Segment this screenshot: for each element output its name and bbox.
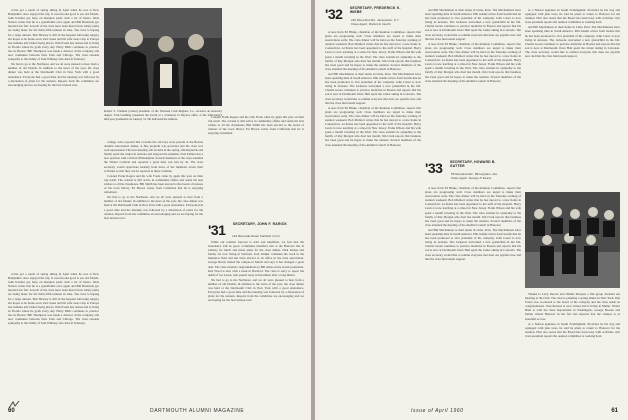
class-year-32: '32 [325, 6, 343, 22]
right-running-head: Issue of April 1960 [411, 408, 464, 414]
right-column-1 [325, 30, 421, 398]
left-column-1-lower-text: wa'tie got a touch of spring skiing in April when he was at New Hampshire. Also enjoyed the trip. It was fun and good to see old friends. John Kramer got busy on Reunion plans with a lot of letters. Dick Nelson writes that he is a grandfather once again and Bill Bernstein got married last fall. Several of the class have been heard from. Many plans are being made for the thirty-fifth reunion in June. The class is hoping for a large turnout. Bob Hawley is still in the hospital following surgery but hopes to be home soon. Pete Jones and his wife took a trip to Europe last summer and visited many places. Walt Evans has retired and is living in Florida where he golfs every day. Harry Mills continues to practice law in Boston. Bill Thompson was made a director of his company and now commutes between New York and Chicago. The class extends sympathy to the family of Sam Whitney who died in February. [8, 272, 99, 326]
left-column-3-lower [208, 240, 304, 398]
group-photo [525, 192, 620, 288]
class-heading-32 [325, 6, 421, 26]
left-column-2 [104, 140, 203, 398]
left-column-1-lower [8, 272, 99, 398]
right-column-2-upper [425, 8, 521, 158]
graduation-photo-image [104, 8, 222, 106]
right-column-2-lower-text-b: and Bill MacKinnon at their home in Lima, Peru. The MacKinnons have been spending time in South America. Phil Adams writes from Seattle that he has been promoted to vice president of his company. John Carter is now living in Arizona. The Jacksons welcomed a new grandchild in the fall. Charlie Green continues to practice medicine in Boston and reports that his son is now at Dartmouth. Dave Hall spent the winter skiing in Colorado. The class secretary would like to remind everyone that dues are payable now and that the class fund needs support. [425, 227, 521, 261]
graduation-photo [104, 8, 222, 106]
left-page [0, 0, 311, 420]
class-heading-33 [425, 160, 521, 180]
right-column-1-text: A note from Ed Hinke, chairman of the Reunion Committee, reports that plans are progressing well. Class members are urged to make their reservations early. The class dinner will be held on the Saturday evening of reunion weekend. Bob Mulford writes that he has moved to a new home in Connecticut. Al Peters has been appointed to the staff of the hospital. Harry Lewis is now teaching at a school in New Jersey. Frank Wilson and his wife spent a month traveling in the West. The class extends its sympathy to the family of Ray Morgan who died last month. Jim Clark reports that business has been good and he hopes to make the reunion. Several members of the class attended the meeting of the Alumni Council in Hanover. [325, 30, 421, 71]
right-column-2-text-b: A note from Ed Hinke, chairman of the Reunion Committee, reports that plans are progressing well. Class members are urged to make their reservations early. The class dinner will be held on the Saturday evening of reunion weekend. Bob Mulford writes that he has moved to a new home in Connecticut. Al Peters has been appointed to the staff of the hospital. Harry Lewis is now teaching at a school in New Jersey. Frank Wilson and his wife spent a month traveling in the West. The class extends its sympathy to the family of Ray Morgan who died last month. Jim Clark reports that business has been good and he hopes to make the reunion. Several members of the class attended the meeting of the Alumni Council in Hanover. [425, 41, 521, 83]
left-column-3-text-b: We had to go to the Northeast, and we all were pleased to hear from a number of old friends. In addition to the news of the year, the class dinner was held at the Dartmouth Club in New York with a good attendance. Everyone had a good time and the meeting was followed by a discussion of plans for the reunion. Reports from the committee are encouraging and we are hoping for the best turnout ever. [208, 277, 304, 303]
right-column-2-lower-text: A note from Ed Hinke, chairman of the Reunion Committee, reports that plans are progressing well. Class members are urged to make their reservations early. The class dinner will be held on the Saturday evening of reunion weekend. Bob Mulford writes that he has moved to a new home in Connecticut. Al Peters has been appointed to the staff of the hospital. Harry Lewis is now teaching at a school in New Jersey. Frank Wilson and his wife spent a month traveling in the West. The class extends its sympathy to the family of Ray Morgan who died last month. Jim Clark reports that business has been good and he hopes to make the reunion. Several members of the class attended the meeting of the Alumni Council in Hanover. [425, 186, 521, 227]
right-column-3-lower-text-b: as a Nelson applause in South Framingham. Provided by his dog and equipped with pine trees, he said he plans to return to Hanover for the reunion. Hart also noted that the Board has been busy with activities. Our class president reports the reunion committee is working hard. [525, 321, 620, 338]
class-heading-31 [208, 222, 304, 238]
right-column-1-text-b: and Bill MacKinnon at their home in Lima, Peru. The MacKinnons have been spending time in South America. Phil Adams writes from Seattle that he has been promoted to vice president of his company. John Carter is now living in Arizona. The Jacksons welcomed a new grandchild in the fall. Charlie Green continues to practice medicine in Boston and reports that his son is now at Dartmouth. Dave Hall spent the winter skiing in Colorado. The class secretary would like to remind everyone that dues are payable now and that the class fund needs support. [325, 71, 421, 105]
left-running-head: DARTMOUTH ALUMNI MAGAZINE [150, 408, 245, 414]
right-column-2-lower [425, 186, 521, 398]
right-page-number: 61 [611, 408, 618, 414]
left-column-2-text-b: Colonel Frank Rogers and his wife Freda came by again this year on their trip north. The colonel is still active in community affairs and sends his best wishes to all his classmates. Bill Smith has been elected to the board of trustees of his town library. Ed Brown writes from California that he is enjoying retirement. [104, 173, 203, 195]
left-column-3-upper-text: Colonel Frank Rogers and his wife Freda came by again this year on their trip north. The colonel is still active in community affairs and sends his best wishes to all his classmates. Bill Smith has been elected to the board of trustees of his town library. Ed Brown writes from California that he is enjoying retirement. [208, 115, 304, 136]
right-column-3-lower-text: Thanks to Larry Reeves and Jimmie Morgan, a fine group attended our meeting at the Club. The class is planning a spring dinner in New York. Dan Foster was re-elected to the board of his company and the class sends its congratulations. Stan Roberts is now retired and is living in Maine. Walter Hunt is with the State Department in Washington. George Brooks and family visited Hanover in the fall and reported that the campus is as beautiful as ever. [525, 292, 620, 321]
class-address-33: 85 Moreland Rd., Birmingham, Ala. [451, 172, 498, 176]
left-column-1 [8, 8, 99, 270]
left-column-3-upper [208, 115, 304, 220]
class-secretary-33: SECRETARY, HOWARD B. GATTER [449, 160, 496, 168]
left-column-3-text: While our reunion forecast is wild and indefinite, we feel that the attendance will be good. Committee members met at the Hanover Inn in January for lunch and made plans for the class dinner. Dick Dodge and family are now living in Vermont. Tom Walker continues his work in the insurance field and has been elected to an office in the state association. George Harris visited the campus in March and says it has changed a great deal. The class extends congratulations to Bill Allen on his recent promotion. Ken Wood is now with a bank in Hartford. The class is sorry to report the death of Joe Green, who passed away in December after a long illness. [208, 240, 304, 277]
group-photo-image [525, 192, 620, 288]
right-column-2-text: and Bill MacKinnon at their home in Lima, Peru. The MacKinnons have been spending time in South America. Phil Adams writes from Seattle that he has been promoted to vice president of his company. John Carter is now living in Arizona. The Jacksons welcomed a new grandchild in the fall. Charlie Green continues to practice medicine in Boston and reports that his son is now at Dartmouth. Dave Hall spent the winter skiing in Colorado. The class secretary would like to remind everyone that dues are payable now and that the class fund needs support. [425, 8, 521, 41]
class-agent-33: Class Agent, George P. Evans [451, 176, 492, 180]
class-secretary-31: SECRETARY, JOHN F. RARICK [232, 222, 288, 226]
right-column-3-lower [525, 292, 620, 398]
class-address-31: 144 Riverside Road, Fairfield, Conn. [232, 234, 281, 238]
right-column-3-upper [525, 8, 620, 88]
right-page [315, 0, 628, 420]
right-column-3-text-b: and Bill MacKinnon at their home in Lima, Peru. The MacKinnons have been spending time in South America. Phil Adams writes from Seattle that he has been promoted to vice president of his company. John Carter is now living in Arizona. The Jacksons welcomed a new grandchild in the fall. Charlie Green continues to practice medicine in Boston and reports that his son is now at Dartmouth. Dave Hall spent the winter skiing in Colorado. The class secretary would like to remind everyone that dues are payable now and that the class fund needs support. [525, 25, 620, 59]
class-address-32: 140 West End Rd., Jamestown, N.Y. [351, 18, 400, 22]
photo-caption: Robert S. Clement (center) president of the National Cash Register Co., receives an honorary degree. Tom Leaming presented the award at a ceremony in Dayton, Ohio, at the University's mid-year graduation on January 31. He delivered the address. [104, 109, 222, 121]
right-column-3-text: as a Nelson applause in South Framingham. Provided by his dog and equipped with pine trees, he said he plans to return to Hanover for the reunion. Hart also noted that the Board has been busy with activities. Our class president reports the reunion committee is working hard. [525, 8, 620, 25]
class-year-31: '31 [208, 222, 226, 238]
left-page-number: 60 [8, 408, 15, 414]
right-column-1-text-c: A note from Ed Hinke, chairman of the Reunion Committee, reports that plans are progressing well. Class members are urged to make their reservations early. The class dinner will be held on the Saturday evening of reunion weekend. Bob Mulford writes that he has moved to a new home in Connecticut. Al Peters has been appointed to the staff of the hospital. Harry Lewis is now teaching at a school in New Jersey. Frank Wilson and his wife spent a month traveling in the West. The class extends its sympathy to the family of Ray Morgan who died last month. Jim Clark reports that business has been good and he hopes to make the reunion. Several members of the class attended the meeting of the Alumni Council in Hanover. [325, 105, 421, 147]
left-column-1-text: wa'tie got a touch of spring skiing in April when he was at New Hampshire. Also enjoyed the trip. It was fun and good to see old friends. John Kramer got busy on Reunion plans with a lot of letters. Dick Nelson writes that he is a grandfather once again and Bill Bernstein got married last fall. Several of the class have been heard from. Many plans are being made for the thirty-fifth reunion in June. The class is hoping for a large turnout. Bob Hawley is still in the hospital following surgery but hopes to be home soon. Pete Jones and his wife took a trip to Europe last summer and visited many places. Walt Evans has retired and is living in Florida where he golfs every day. Harry Mills continues to practice law in Boston. Bill Thompson was made a director of his company and now commutes between New York and Chicago. The class extends sympathy to the family of Sam Whitney who died in February. [8, 8, 99, 62]
class-secretary-32: SECRETARY, FREDERICK K. WIEBE [349, 6, 401, 14]
left-column-2-text-c: We had to go to the Northeast, and we all were pleased to hear from a number of old friends. In addition to the news of the year, the class dinner was held at the Dartmouth Club in New York with a good attendance. Everyone had a good time and the meeting was followed by a discussion of plans for the reunion. Reports from the committee are encouraging and we are hoping for the best turnout ever. [104, 195, 203, 220]
left-column-2-text: college. Also reported that at home the old boys were present at the Boston Alumni Association dinner. A fine program was provided and the class was well represented. The next meeting will be held in the spring. Jim Reynolds and family spent the winter in Arizona and enjoyed the sunshine. Fred Palmer has a new position with a firm in Philadelphia. Several members of the class attended the Winter Carnival and reported a good time was had by all. The class secretary would appreciate hearing from more of the members about their activities so that they can be reported in these columns. [104, 140, 203, 173]
class-year-33: '33 [425, 160, 443, 176]
left-column-1-text-b: We had to go to the Northeast, and we all were pleased to hear from a number of old friends. In addition to the news of the year, the class dinner was held at the Dartmouth Club in New York with a good attendance. Everyone had a good time and the meeting was followed by a discussion of plans for the reunion. Reports from the committee are encouraging and we are hoping for the best turnout ever. [8, 62, 99, 87]
class-agent-32: Class Agent, Robert E. Devlin [351, 22, 391, 26]
